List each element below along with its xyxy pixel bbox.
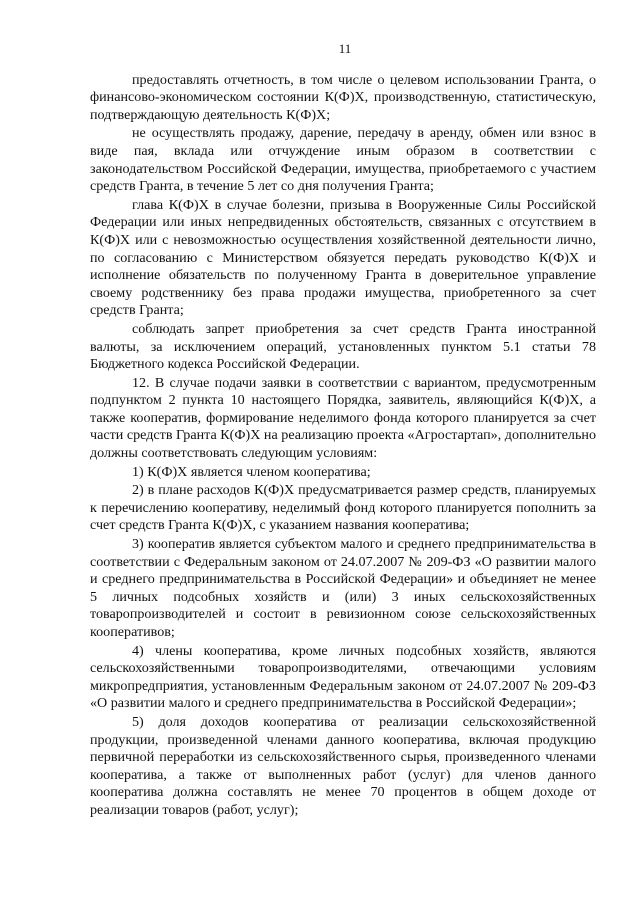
paragraph: 2) в плане расходов К(Ф)Х предусматривается размер средств, планируемых к перечислению кооперативу, неделимый фонд которого планируется пополнить за счет средств Гранта К(Ф)Х, с указанием названия кооператива; xyxy=(90,482,596,534)
paragraph: 5) доля доходов кооператива от реализации сельскохозяйственной продукции, произведенной членами данного кооператива, включая продукцию первичной переработки из сельскохозяйственного сырья, произведенного членами кооператива, а также от выполненных работ (услуг) для членов данного кооператива должна составлять не менее 70 процентов в общем доходе от реализации товаров (работ, услуг); xyxy=(90,713,596,818)
paragraph: соблюдать запрет приобретения за счет средств Гранта иностранной валюты, за исключением операций, установленных пунктом 5.1 статьи 78 Бюджетного кодекса Российской Федерации. xyxy=(90,320,596,373)
paragraph: 1) К(Ф)Х является членом кооператива; xyxy=(132,463,371,480)
paragraph: 4) члены кооператива, кроме личных подсобных хозяйств, являются сельскохозяйственными товаропроизводителями, отвечающими условиям микропредприятия, установленным Федеральным законом от 24.07.2007 № 209-ФЗ «О развитии малого и среднего предпринимательства в Российской Федерации»; xyxy=(90,642,596,712)
paragraph: 3) кооператив является субъектом малого и среднего предпринимательства в соответствии с Федеральным законом от 24.07.2007 № 209-ФЗ «О развитии малого и среднего предпринимательства в Российской Федерации» и объединяет не менее 5 личных подсобных хозяйств и (или) 3 иных сельскохозяйственных товаропроизводителей и состоит в ревизионном союзе сельскохозяйственных кооперативов; xyxy=(90,536,596,640)
paragraph: предоставлять отчетность, в том числе о целевом использовании Гранта, о финансово-экономическом состоянии К(Ф)Х, производственную, статистическую, подтверждающую деятельность К(Ф)Х; xyxy=(90,71,596,123)
page-number: 11 xyxy=(338,41,352,56)
paragraph: глава К(Ф)Х в случае болезни, призыва в Вооруженные Силы Российской Федерации или иных непредвиденных обстоятельств, связанных с отсутствием в К(Ф)Х или с невозможностью осуществления хозяйственной деятельности лично, по согласованию с Министерством обязуется передать руководство К(Ф)Х и исполнение обязательств по полученному Гранта в доверительное управление своему родственнику без права продажи имущества, приобретенного за счет средств Гранта; xyxy=(90,196,596,319)
paragraph: не осуществлять продажу, дарение, передачу в аренду, обмен или взнос в виде пая, вклада или отчуждение иным образом в соответствии с законодательством Российской Федерации, имущества, приобретаемого с участием средств Гранта, в течение 5 лет со дня получения Гранта; xyxy=(90,125,596,195)
paragraph: 12. В случае подачи заявки в соответствии с вариантом, предусмотренным подпунктом 2 пункта 10 настоящего Порядка, заявитель, являющийся К(Ф)Х, а также кооператив, формирование неделимого фонда которого планируется за счет части средств Гранта К(Ф)Х на реализацию проекта «Агростартап», дополнительно должны соответствовать следующим условиям: xyxy=(90,374,596,462)
document-body xyxy=(90,72,596,820)
